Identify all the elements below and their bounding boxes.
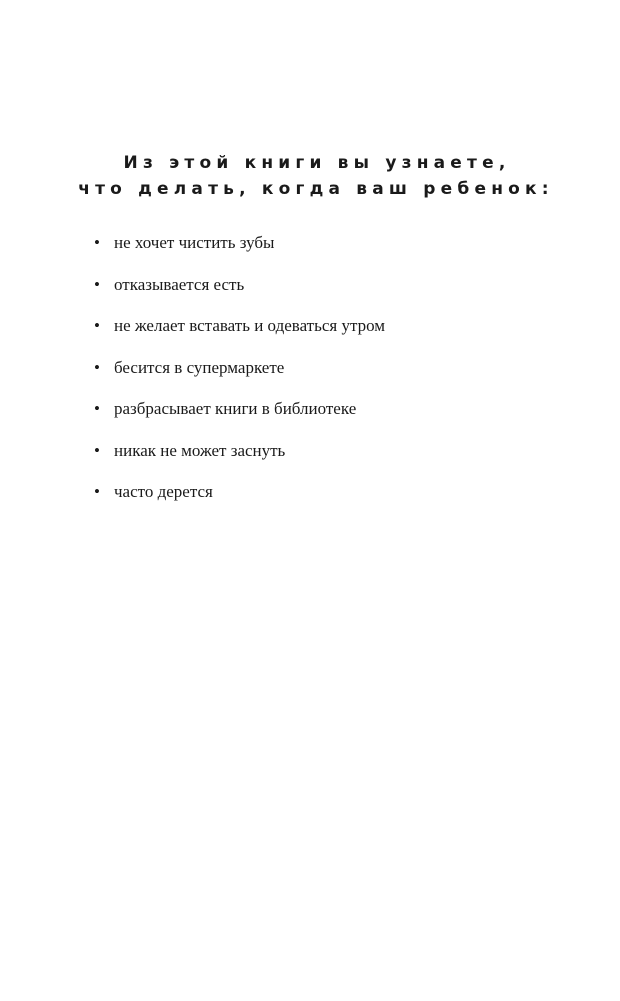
heading-line-1: Из этой книги вы узнаете,	[123, 153, 511, 173]
bullet-icon: •	[94, 357, 100, 377]
bullet-icon: •	[94, 399, 100, 418]
list-item-text: никак не может заснуть	[114, 440, 286, 460]
list-item	[94, 315, 385, 357]
bullet-icon: •	[94, 274, 100, 294]
list-item-text: бесится в супермаркете	[114, 357, 285, 377]
list-item-text: часто дерется	[114, 482, 213, 501]
list-item	[94, 274, 385, 316]
bullet-icon: •	[94, 440, 100, 460]
bullet-icon: •	[94, 316, 100, 335]
list-item	[94, 440, 385, 482]
page-heading	[0, 150, 620, 202]
bullet-icon: •	[94, 233, 100, 252]
bullet-icon: •	[94, 482, 100, 501]
heading-line-2: что делать, когда ваш ребенок:	[78, 179, 554, 199]
list-item	[94, 481, 385, 523]
list-item	[94, 357, 385, 399]
list-item-text: разбрасывает книги в библиотеке	[114, 399, 357, 418]
bullet-list	[94, 232, 385, 523]
list-item	[94, 232, 385, 274]
list-item-text: не хочет чистить зубы	[114, 233, 275, 252]
list-item-text: не желает вставать и одеваться утром	[114, 316, 386, 335]
list-item-text: отказывается есть	[114, 274, 245, 294]
list-item	[94, 398, 385, 440]
